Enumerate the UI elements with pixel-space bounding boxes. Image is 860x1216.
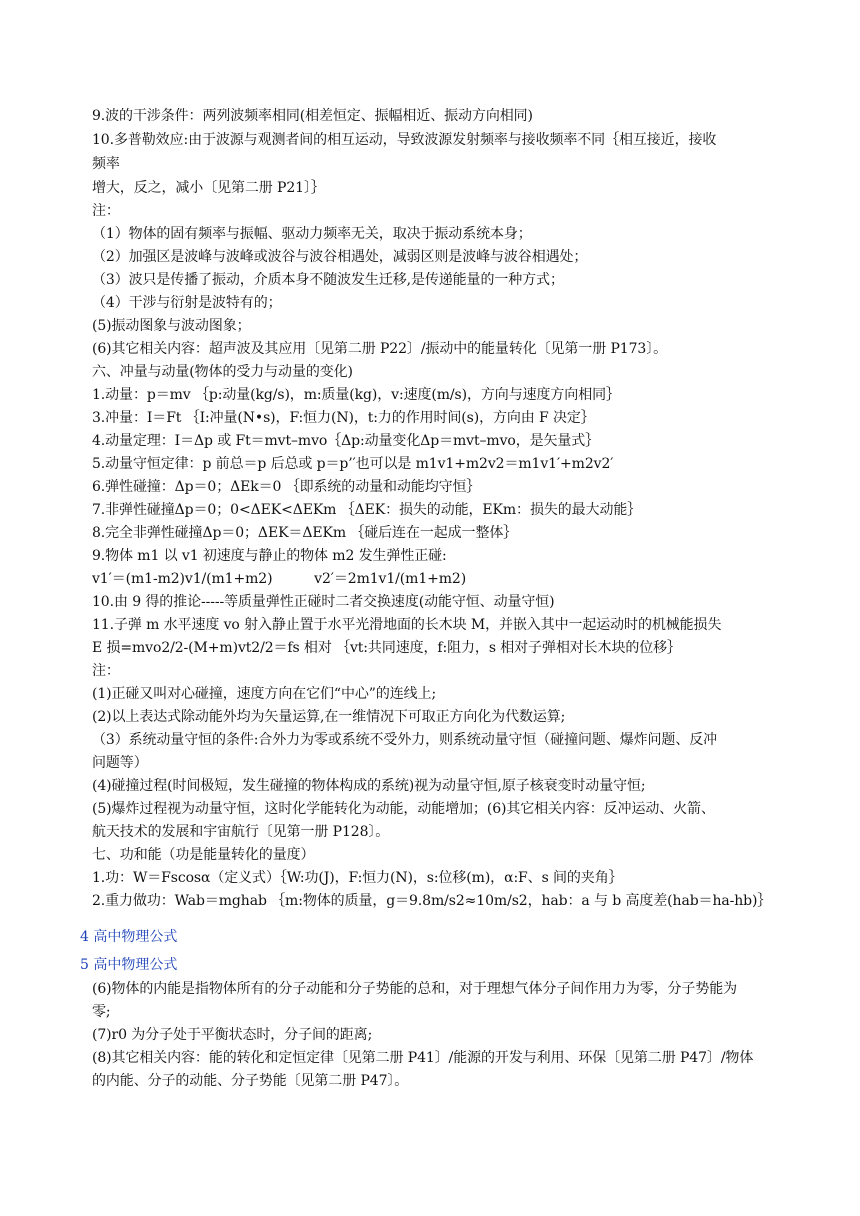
- text-line: (5)振动图象与波动图象；: [92, 318, 251, 334]
- text-line: 6.弹性碰撞：Δp＝0；ΔEk＝0 ｛即系统的动量和动能均守恒｝: [92, 479, 481, 495]
- text-line: (7)r0 为分子处于平衡状态时，分子间的距离;: [92, 1027, 373, 1043]
- nav-link-page-5[interactable]: 5 高中物理公式: [80, 957, 178, 973]
- text-line: (6)物体的内能是指物体所有的分子动能和分子势能的总和，对于理想气体分子间作用力为零，分子势能为: [92, 981, 738, 997]
- text-line: (2)以上表达式除动能外均为矢量运算,在一维情况下可取正方向化为代数运算;: [92, 709, 566, 725]
- text-line: 10.多普勒效应:由于波源与观测者间的相互运动，导致波源发射频率与接收频率不同｛相互接近，接收: [92, 132, 717, 148]
- section-heading: 六、冲量与动量(物体的受力与动量的变化): [92, 364, 353, 380]
- text-line: 4.动量定理：I＝Δp 或 Ft＝mvt–mvo｛Δp:动量变化Δp＝mvt–mvo，是矢量式｝: [92, 433, 600, 449]
- text-line: (4)碰撞过程(时间极短，发生碰撞的物体构成的系统)视为动量守恒,原子核衰变时动量守恒;: [92, 778, 646, 794]
- text-line: 3.冲量：I＝Ft ｛I:冲量(N•s)，F:恒力(N)，t:力的作用时间(s)，方向由 F 决定｝: [92, 410, 595, 426]
- text-line: (6)其它相关内容：超声波及其应用〔见第二册 P22〕/振动中的能量转化〔见第一册 P173〕。: [92, 341, 668, 357]
- section-heading: 七、功和能（功是能量转化的量度）: [92, 847, 315, 863]
- text-line: 5.动量守恒定律：p 前总＝p 后总或 p＝p’′也可以是 m1v1+m2v2＝m1v1′+m2v2′: [92, 456, 614, 472]
- text-line: （4）干涉与衍射是波特有的；: [92, 295, 282, 311]
- text-line: 10.由 9 得的推论-----等质量弹性正碰时二者交换速度(动能守恒、动量守恒): [92, 594, 555, 610]
- text-line: 9.物体 m1 以 v1 初速度与静止的物体 m2 发生弹性正碰:: [92, 548, 447, 564]
- text-line: 1.动量：p＝mv ｛p:动量(kg/s)，m:质量(kg)，v:速度(m/s)，方向与速度方向相同｝: [92, 387, 620, 403]
- text-line: (1)正碰又叫对心碰撞，速度方向在它们“中心”的连线上;: [92, 686, 437, 702]
- text-line: 航天技术的发展和宇宙航行〔见第一册 P128〕。: [92, 824, 390, 840]
- text-line: 频率: [92, 156, 120, 172]
- text-line: (5)爆炸过程视为动量守恒，这时化学能转化为动能，动能增加；(6)其它相关内容：反冲运动、火箭、: [92, 801, 715, 817]
- text-line: 的内能、分子的动能、分子势能〔见第二册 P47〕。: [92, 1073, 409, 1089]
- text-line: 注：: [92, 663, 120, 679]
- text-line: v1′＝(m1-m2)v1/(m1+m2) v2′＝2m1v1/(m1+m2): [92, 571, 467, 587]
- text-line: 9.波的干涉条件：两列波频率相同(相差恒定、振幅相近、振动方向相同): [92, 108, 533, 124]
- text-line: 7.非弹性碰撞Δp＝0；0<ΔEK<ΔEKm ｛ΔEK：损失的动能，EKm：损失的最大动能｝: [92, 502, 642, 518]
- text-line: （1）物体的固有频率与振幅、驱动力频率无关，取决于振动系统本身；: [92, 226, 532, 242]
- text-line: 增大，反之，减小〔见第二册 P21〕｝: [92, 180, 325, 196]
- text-line: (8)其它相关内容：能的转化和定恒定律〔见第二册 P41〕/能源的开发与利用、环保〔见第二册 P47〕/物体: [92, 1050, 754, 1066]
- nav-link-page-4[interactable]: 4 高中物理公式: [80, 929, 178, 945]
- text-line: （2）加强区是波峰与波峰或波谷与波谷相遇处，减弱区则是波峰与波谷相遇处；: [92, 249, 588, 265]
- text-line: 8.完全非弹性碰撞Δp＝0；ΔEK＝ΔEKm ｛碰后连在一起成一整体｝: [92, 525, 518, 541]
- text-line: 注：: [92, 203, 120, 219]
- text-line: 1.功：W＝Fscosα（定义式）｛W:功(J)，F:恒力(N)，s:位移(m)，α:F、s 间的夹角｝: [92, 870, 623, 886]
- text-line: 问题等）: [92, 755, 148, 771]
- text-line: 11.子弹 m 水平速度 vo 射入静止置于水平光滑地面的长木块 M，并嵌入其中一起运动时的机械能损失: [92, 617, 722, 633]
- text-line: E 损=mvo2/2-(M+m)vt2/2＝fs 相对 ｛vt:共同速度，f:阻力，s 相对子弹相对长木块的位移｝: [92, 640, 681, 656]
- text-line: （3）波只是传播了振动，介质本身不随波发生迁移,是传递能量的一种方式；: [92, 272, 564, 288]
- text-line: 零;: [92, 1004, 111, 1020]
- text-line: 2.重力做功：Wab＝mghab ｛m:物体的质量，g＝9.8m/s2≈10m/s2，hab：a 与 b 高度差(hab＝ha-hb)｝: [92, 893, 772, 909]
- text-line: （3）系统动量守恒的条件:合外力为零或系统不受外力，则系统动量守恒（碰撞问题、爆炸问题、反冲: [92, 732, 718, 748]
